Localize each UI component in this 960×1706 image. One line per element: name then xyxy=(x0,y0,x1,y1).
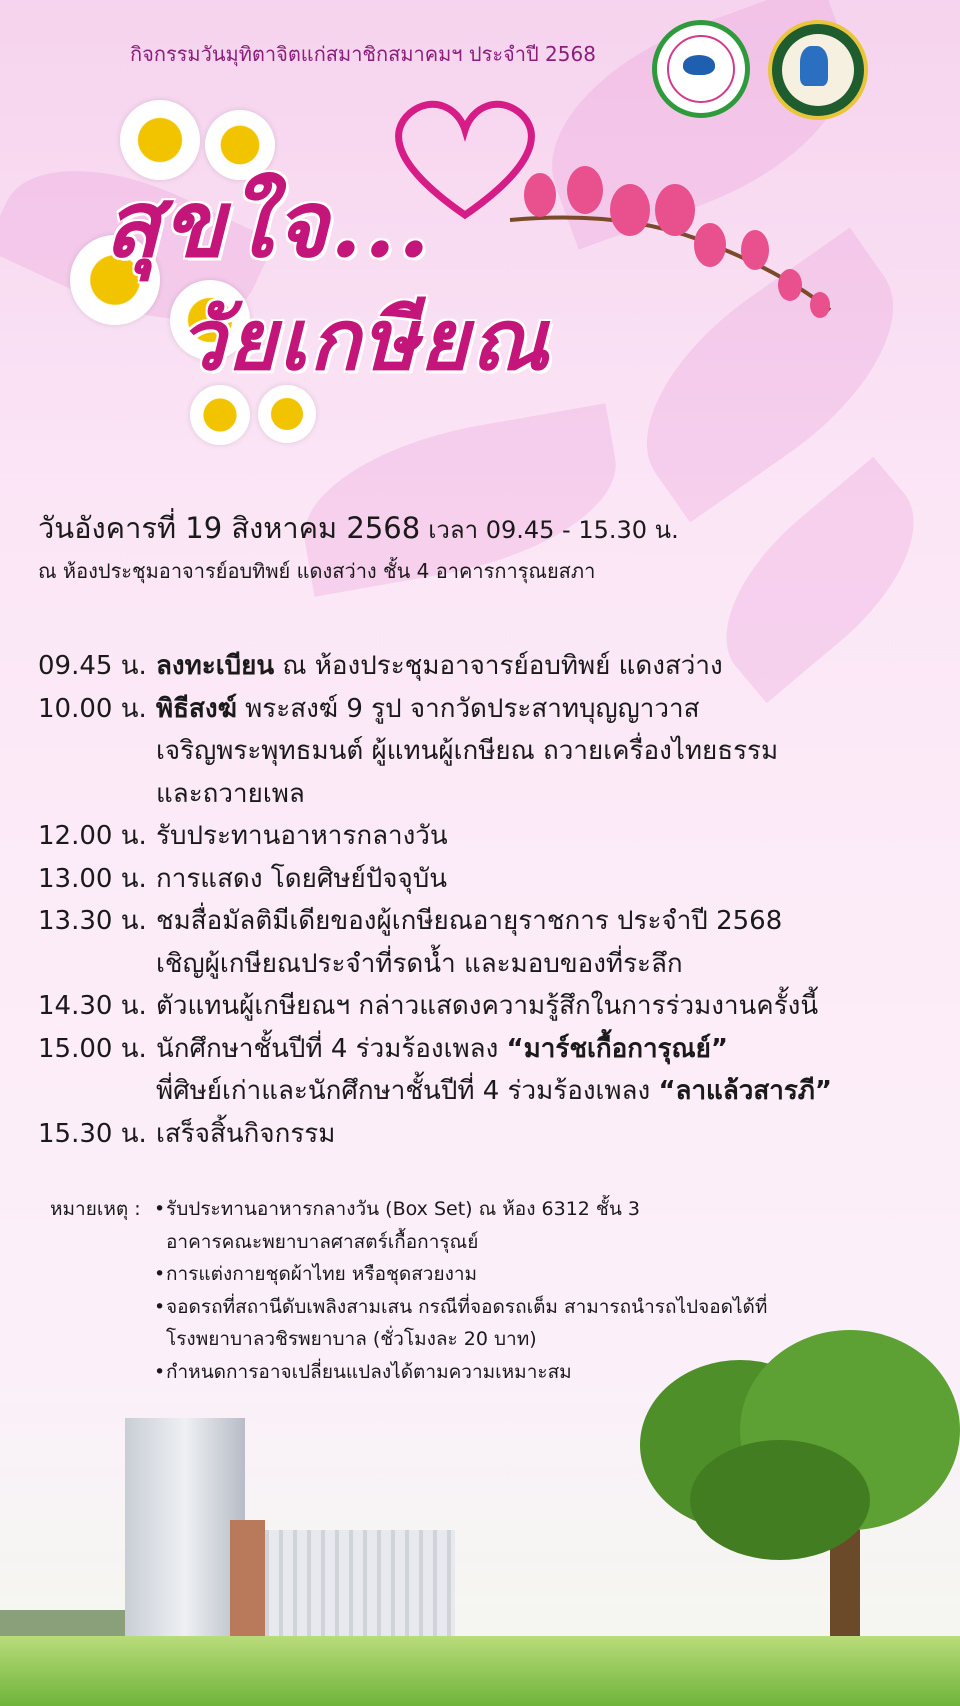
event-date xyxy=(38,505,679,551)
note-item: • จอดรถที่สถานีดับเพลิงสามเสน กรณีที่จอดรถเต็ม สามารถนำรถไปจอดได้ที่ xyxy=(154,1295,768,1318)
schedule-row: 13.00 น. การแสดง โดยศิษย์ปัจจุบัน xyxy=(38,863,447,894)
schedule-row: 09.45 น. ลงทะเบียน ณ ห้องประชุมอาจารย์อบทิพย์ แดงสว่าง xyxy=(38,651,723,681)
schedule-row: 13.30 น. ชมสื่อมัลติมีเดียของผู้เกษียณอายุราชการ ประจำปี 2568 xyxy=(38,906,783,936)
schedule-row: 14.30 น. ตัวแทนผู้เกษียณฯ กล่าวแสดงความรู้สึกในการร่วมงานครั้งนี้ xyxy=(38,991,819,1021)
grass-ground xyxy=(0,1636,960,1706)
title-line-1: สุขใจ... xyxy=(104,170,432,278)
venue-text: ณ ห้องประชุมอาจารย์อบทิพย์ แดงสว่าง ชั้น 4 อาคารการุณยสภา xyxy=(38,559,596,583)
schedule-row: เจริญพระพุทธมนต์ ผู้แทนผู้เกษียณ ถวายเครื่องไทยธรรม xyxy=(156,736,779,766)
note-item: • การแต่งกายชุดผ้าไทย หรือชุดสวยงาม xyxy=(154,1263,478,1285)
schedule-row: และถวายเพล xyxy=(156,778,305,809)
pink-flower-branch xyxy=(500,160,840,360)
title-line-2: วัยเกษียณ xyxy=(178,290,551,389)
notes-section xyxy=(50,1193,767,1388)
note-item: หมายเหตุ : • รับประทานอาหารกลางวัน (Box Set) ณ ห้อง 6312 ชั้น 3 xyxy=(50,1193,767,1226)
schedule-row: พี่ศิษย์เก่าและนักศึกษาชั้นปีที่ 4 ร่วมร้องเพลง “ลาแล้วสารภี” xyxy=(156,1076,833,1106)
schedule-row: 15.00 น. นักศึกษาชั้นปีที่ 4 ร่วมร้องเพลง “มาร์ชเกื้อการุณย์” xyxy=(38,1033,728,1064)
schedule-row: เชิญผู้เกษียณประจำที่รดน้ำ และมอบของที่ระลึก xyxy=(156,948,683,979)
association-logo xyxy=(652,20,750,118)
date-text: วันอังคารที่ 19 สิงหาคม 2568 xyxy=(38,511,421,545)
note-item-continued: โรงพยาบาลวชิรพยาบาล (ชั่วโมงละ 20 บาท) xyxy=(166,1328,537,1350)
notes-label: หมายเหตุ : xyxy=(50,1198,141,1220)
faculty-logo xyxy=(768,20,868,120)
schedule-row: 12.00 น. รับประทานอาหารกลางวัน xyxy=(38,821,448,851)
schedule-row: 15.30 น. เสร็จสิ้นกิจกรรม xyxy=(38,1118,336,1149)
schedule-list xyxy=(38,645,832,1155)
event-header: กิจกรรมวันมุทิตาจิตแก่สมาชิกสมาคมฯ ประจำปี 2568 xyxy=(130,42,596,66)
schedule-row: 10.00 น. พิธีสงฆ์ พระสงฆ์ 9 รูป จากวัดประสาทบุญญาวาส xyxy=(38,693,700,724)
note-item-continued: อาคารคณะพยาบาลศาสตร์เกื้อการุณย์ xyxy=(166,1230,479,1253)
time-text: เวลา 09.45 - 15.30 น. xyxy=(428,516,679,544)
note-item: • กำหนดการอาจเปลี่ยนแปลงได้ตามความเหมาะสม xyxy=(154,1360,572,1383)
